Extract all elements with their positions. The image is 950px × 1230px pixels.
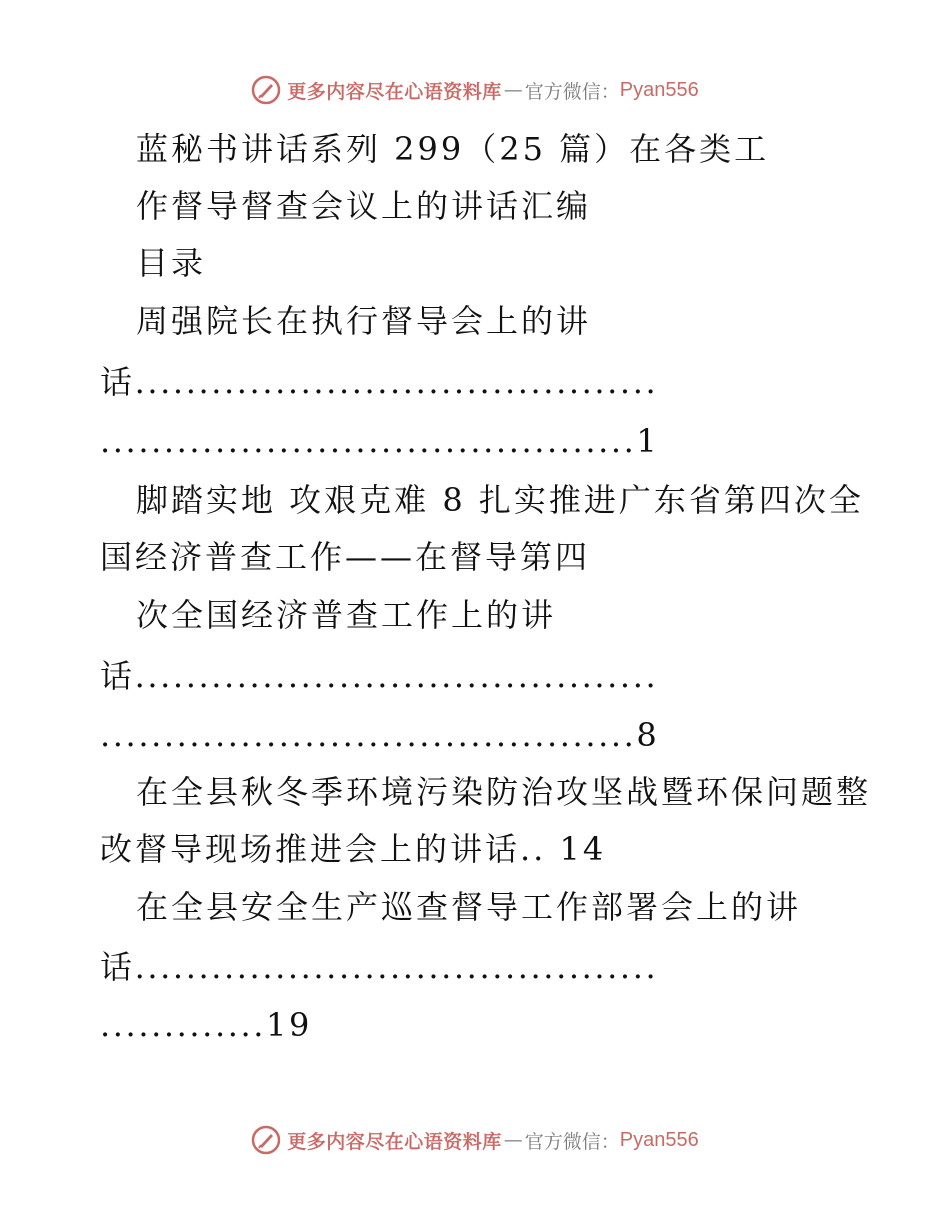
- toc-entry-3-line-2: 改督导现场推进会上的讲话.. 14: [100, 830, 607, 868]
- footer-watermark-banner: [0, 1122, 950, 1158]
- toc-entry-4-line-3: .............19: [100, 1006, 312, 1044]
- banner-dash: —: [503, 1129, 523, 1151]
- toc-entry-2-line-4: 话.........................................: [100, 657, 659, 695]
- toc-entry-1-line-3: ..........................................1: [100, 422, 660, 460]
- toc-entry-4-line-2: 话.........................................: [100, 948, 659, 986]
- toc-entry-3-line-1: 在全县秋冬季环境污染防治攻坚战暨环保问题整: [136, 773, 872, 811]
- banner-wechat-id: Pyan556: [619, 1128, 699, 1151]
- quill-logo-icon: [251, 75, 281, 105]
- toc-entry-2-line-3: 次全国经济普查工作上的讲: [136, 596, 557, 634]
- banner-wechat-id: Pyan556: [619, 78, 699, 101]
- header-watermark-banner: [0, 72, 950, 108]
- toc-entry-1-line-2: 话.........................................: [100, 363, 659, 401]
- toc-entry-4-line-1: 在全县安全生产巡查督导工作部署会上的讲: [136, 888, 802, 926]
- quill-logo-icon: [251, 1125, 281, 1155]
- document-title-line-2: 作督导督查会议上的讲话汇编: [136, 187, 592, 225]
- banner-text: 更多内容尽在心语资料库: [287, 1130, 502, 1153]
- banner-wechat-label: 官方微信：: [524, 80, 620, 103]
- toc-heading: 目录: [136, 244, 207, 282]
- banner-text: 更多内容尽在心语资料库: [287, 80, 502, 103]
- toc-entry-2-line-5: ..........................................8: [100, 716, 660, 754]
- banner-dash: —: [503, 79, 523, 101]
- banner-wechat-label: 官方微信：: [524, 1130, 620, 1153]
- toc-entry-1-line-1: 周强院长在执行督导会上的讲: [136, 302, 592, 340]
- document-title-line-1: 蓝秘书讲话系列 299（25 篇）在各类工: [136, 130, 770, 168]
- toc-entry-2-line-1: 脚踏实地 攻艰克难 8 扎实推进广东省第四次全: [136, 481, 864, 519]
- toc-entry-2-line-2: 国经济普查工作——在督导第四: [100, 538, 591, 576]
